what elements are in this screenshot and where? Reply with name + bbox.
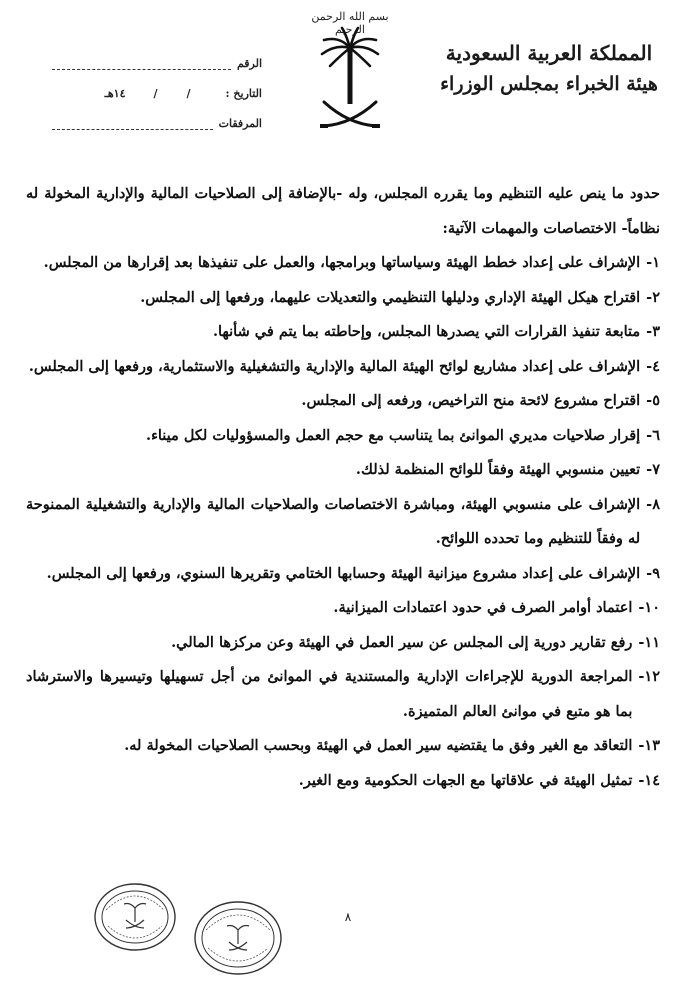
duty-item: [26, 315, 660, 350]
duty-item-number: ٤-: [646, 357, 660, 375]
duty-item: [26, 246, 660, 281]
ref-label: الرقم: [236, 57, 262, 70]
document-body: [26, 177, 660, 798]
duty-item: [26, 419, 660, 454]
duty-item-number: ٩-: [646, 564, 660, 582]
duty-item-number: ٣-: [646, 323, 660, 340]
duty-item-number: ١-: [646, 254, 660, 271]
attachments-blank-line: [52, 117, 213, 130]
duty-item-text: تعيين منسوبي الهيئة وفقاً للوائح المنظمة لذلك.: [355, 461, 641, 478]
duty-item: [26, 281, 660, 316]
duty-item-number: ١٣-: [638, 737, 660, 754]
duty-item: [26, 557, 660, 592]
attachments-field: [52, 100, 262, 130]
duty-item-number: ٦-: [646, 426, 660, 444]
duty-item-text: اقتراح مشروع لائحة منح التراخيص، ورفعه إلى المجلس.: [301, 392, 641, 409]
ref-blank-line: [52, 57, 231, 70]
duty-item-text: رفع تقارير دورية إلى المجلس عن سير العمل في الهيئة وعن مركزها المالي.: [171, 633, 633, 651]
document-meta-fields: [52, 40, 262, 130]
duty-item-text: الإشراف على منسوبي الهيئة، ومباشرة الاختصاصات والصلاحيات المالية والإدارية والتشغيلية الممنوحة له وفقاً للتنظيم وما تحدده اللوائح.: [26, 495, 641, 547]
duty-item-number: ٢-: [646, 288, 660, 306]
basmala: بسم الله الرحمن الرحيم: [311, 10, 389, 36]
duty-item: [26, 591, 660, 626]
duty-item-text: اعتماد أوامر الصرف في حدود اعتمادات الميزانية.: [333, 599, 633, 616]
official-seal-experts-icon: [92, 880, 178, 954]
official-seal-secretariat-icon: [192, 898, 284, 978]
duty-item: [26, 453, 660, 488]
duty-item-number: ١٢-: [638, 668, 660, 685]
duty-item-text: إقرار صلاحيات مديري الموانئ بما يتناسب مع حجم العمل والمسؤوليات لكل ميناء.: [146, 426, 641, 444]
date-value: [105, 87, 220, 100]
duty-item: [26, 729, 660, 764]
duty-item-number: ٧-: [646, 461, 660, 478]
duty-item: [26, 488, 660, 557]
duty-item-text: الإشراف على إعداد مشاريع لوائح الهيئة المالية والإدارية والتشغيلية والاستثمارية، ورفعها إلى المجلس.: [28, 357, 641, 375]
organization-name: [424, 40, 674, 98]
page-number: ٨: [344, 910, 352, 924]
duty-item-text: اقتراح هيكل الهيئة الإداري ودليلها التنظيمي والتعديلات عليهما، ورفعها إلى المجلس.: [140, 288, 641, 306]
attachments-label: المرفقات: [218, 117, 262, 130]
duty-item-text: تمثيل الهيئة في علاقاتها مع الجهات الحكومية ومع الغير.: [298, 771, 633, 789]
duty-item-text: متابعة تنفيذ القرارات التي يصدرها المجلس، وإحاطته بما يتم في شأنها.: [212, 323, 641, 340]
duty-item-text: الإشراف على إعداد خطط الهيئة وسياساتها وبرامجها، والعمل على تنفيذها بعد إقرارها من المجلس.: [43, 254, 641, 271]
duty-item-number: ١١-: [638, 633, 660, 651]
duty-item: [26, 764, 660, 799]
duty-item-text: الإشراف على إعداد مشروع ميزانية الهيئة وحسابها الختامي وتقريرها السنوي، ورفعها إلى المجلس.: [46, 564, 641, 582]
duty-item-text: المراجعة الدورية للإجراءات الإدارية والمستندية في الموانئ من أجل تسهيلها وتيسيرها والاسترشاد بما هو متبع في موانئ العالم المتميزة.: [26, 668, 633, 720]
duty-item: [26, 384, 660, 419]
palm-swords-emblem-icon: [318, 26, 382, 134]
date-suffix: ١٤هـ: [104, 87, 126, 100]
date-separator-1: /: [186, 87, 192, 100]
org-line-kingdom: المملكة العربية السعودية: [445, 41, 653, 65]
duty-item: [26, 660, 660, 729]
ref-field: [52, 40, 262, 70]
duty-item: [26, 626, 660, 661]
duty-item-number: ١٤-: [638, 771, 660, 789]
duties-list: [26, 246, 660, 798]
date-label: التاريخ :: [225, 87, 262, 100]
duty-item-number: ١٠-: [638, 599, 660, 616]
duty-item-number: ٨-: [646, 495, 660, 513]
intro-paragraph: حدود ما ينص عليه التنظيم وما يقرره المجلس، وله -بالإضافة إلى الصلاحيات المالية والإدارية المخولة له نظاماً- الاختصاصات والمهمات الآتية:: [26, 185, 660, 237]
duty-item-number: ٥-: [646, 392, 660, 409]
date-separator-2: /: [153, 87, 159, 100]
org-line-authority: هيئة الخبراء بمجلس الوزراء: [440, 73, 658, 95]
duty-item: [26, 350, 660, 385]
duty-item-text: التعاقد مع الغير وفق ما يقتضيه سير العمل في الهيئة وبحسب الصلاحيات المخولة له.: [124, 737, 633, 754]
date-field: [52, 70, 262, 100]
